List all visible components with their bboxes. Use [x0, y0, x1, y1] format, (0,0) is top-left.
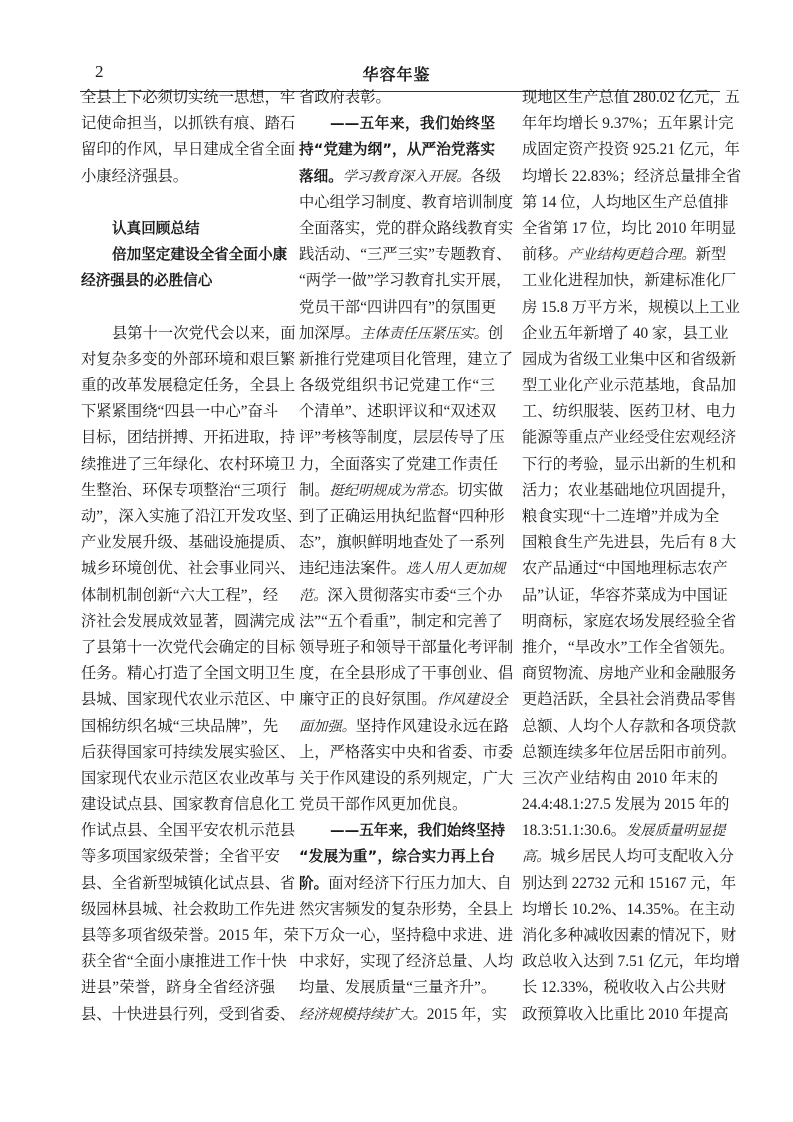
text-line	[81, 190, 275, 216]
text-line: 记使命担当，以抓铁有痕、踏石	[81, 115, 296, 133]
body-text: 城乡居民人均可支配收入分	[550, 848, 734, 866]
text-line: 各级党组织书记党建工作“三	[299, 377, 495, 395]
page-number: 2	[95, 62, 104, 81]
text-line: 长 12.33%，税收收入占公共财	[522, 979, 726, 997]
text-line: 成固定资产投资 925.21 亿元，年	[522, 141, 740, 159]
text-line: 重的改革发展稳定任务，全县上	[81, 377, 296, 395]
text-line: 生整治、环保专项整治“三项行	[81, 481, 287, 499]
text-line: 济社会发展成效显著，圆满完成	[81, 612, 296, 630]
body-text: 深入贯彻落实市委“三个办	[327, 586, 503, 604]
text-line: 任务。精心打造了全国文明卫生	[81, 665, 296, 683]
body-text: 县第十一次党代会以来，面	[112, 324, 296, 342]
emphasis-text: 作风建设全	[436, 692, 508, 709]
text-line: 国家现代农业示范区农业改革与	[81, 769, 296, 787]
text-line: 消化多种减收因素的情况下，财	[522, 927, 737, 944]
text-line	[522, 242, 727, 268]
bold-heading-text: 经济强县的必胜信心	[81, 272, 213, 290]
bold-heading-text: ——五年来，我们始终坚	[330, 115, 495, 133]
text-line: 年年均增长 9.37%；五年累计完	[522, 115, 734, 133]
text-line	[299, 111, 495, 137]
text-line: 法”“五个看重”，制定和完善了	[299, 612, 503, 630]
emphasis-text: 学习教育深入开展。	[342, 168, 471, 185]
text-line: “两学一做”学习教育扎实开展，	[299, 272, 512, 290]
text-line: 三次产业结构由 2010 年末的	[522, 769, 718, 787]
text-line	[299, 792, 495, 818]
text-line	[299, 556, 506, 582]
text-line	[299, 137, 495, 163]
text-line: 作试点县、全国平安农机示范县	[81, 822, 296, 840]
text-line: 获全省“全面小康推进工作十快	[81, 953, 287, 971]
text-line: 党员干部“四讲四有”的氛围更	[299, 298, 497, 316]
text-line: 国棉纺织名城“三块品牌”，先	[81, 717, 279, 735]
text-line	[299, 687, 508, 713]
text-line	[81, 216, 275, 242]
text-line	[299, 844, 495, 870]
text-line: 建设试点县、国家教育信息化工	[81, 796, 296, 814]
text-line	[81, 242, 288, 268]
body-text: 小康经济强县。	[81, 167, 189, 185]
text-line	[299, 164, 502, 190]
text-line: 型工业化产业示范基地，食品加	[522, 377, 737, 395]
text-line: 县、十快进县行列，受到省委、	[81, 1005, 296, 1023]
text-line	[299, 871, 512, 897]
text-line: 下紧紧围绕“四县一中心”奋斗	[81, 403, 279, 421]
body-text: 2015 年，实	[426, 1005, 508, 1023]
column-1	[81, 85, 302, 1028]
text-line: 第 14 位，人均地区生产总值排	[522, 193, 729, 211]
body-text: 新型	[695, 246, 727, 264]
text-line	[299, 321, 504, 347]
text-line: 政预算收入比重比 2010 年提高	[522, 1005, 729, 1023]
text-line: 商贸物流、房地产业和金融服务	[522, 665, 737, 683]
text-line: 县城、国家现代农业示范区、中	[81, 691, 296, 709]
body-text: 面对经济下行压力加大、自	[328, 874, 512, 892]
text-line	[299, 85, 495, 111]
text-line: 到了正确运用执纪监督“四种形	[299, 508, 505, 525]
body-text: 18.3:51.1:30.6。	[522, 822, 627, 840]
emphasis-text: 面加强。	[299, 718, 356, 735]
text-line: 产业发展升级、基础设施提质、	[81, 534, 296, 552]
text-line: 中心组学习制度、教育培训制度	[299, 193, 514, 211]
text-line: 等多项国家级荣誉；全省平安	[81, 848, 280, 866]
text-line: 体制机制创新“六大工程”，经	[81, 586, 279, 604]
text-line: 24.4:48.1:27.5 发展为 2015 年的	[522, 796, 730, 814]
body-text: 党员干部作风更加优良。	[299, 796, 468, 814]
text-line: 践活动、“三严三实”专题教育、	[299, 246, 512, 264]
text-line: 全面落实，党的群众路线教育实	[299, 219, 514, 237]
text-line: 总额连续多年位居岳阳市前列。	[522, 743, 737, 761]
text-line: 总额、人均个人存款和各项贷款	[522, 717, 737, 735]
bold-heading-text: ——五年来，我们始终坚持	[330, 822, 506, 840]
text-line: 领导班子和领导干部量化考评制	[299, 638, 514, 656]
emphasis-text: 经济规模持续扩大。	[299, 1006, 427, 1023]
body-text: 前移。	[522, 246, 568, 264]
text-line: 上，严格落实中央和省委、市委	[299, 743, 514, 761]
text-line	[299, 714, 509, 740]
text-line: 城乡环境创优、社会事业同兴、	[81, 560, 296, 578]
bold-heading-text: 倍加坚定建设全省全面小康	[112, 246, 288, 264]
text-line	[81, 164, 275, 190]
text-line: 园成为省级工业集中区和省级新	[522, 350, 737, 368]
body-text: 制。	[299, 481, 330, 499]
body-text: 创	[487, 324, 504, 342]
text-line: 关于作风建设的系列规定，广大	[299, 769, 514, 787]
emphasis-text: 主体责任压紧压实。	[360, 325, 488, 342]
text-line: 企业五年新增了 40 家，县工业	[522, 324, 729, 342]
text-line: 房 15.8 万平方米，规模以上工业	[522, 298, 740, 316]
text-line: 工、纺织服装、医药卫材、电力	[522, 403, 737, 421]
text-line: 力，全面落实了党建工作责任	[299, 455, 498, 473]
text-line: 粮食实现“十二连增”并成为全	[522, 508, 720, 525]
text-line: 度，在全县形成了干事创业、倡	[299, 665, 514, 683]
text-line: 政总收入达到 7.51 亿元，年均增	[522, 953, 740, 971]
text-line: 全县上下必须切实统一思想，牢	[81, 89, 296, 106]
text-line: 动”，深入实施了沿江开发攻坚、	[81, 508, 302, 525]
text-line: 活力；农业基础地位巩固提升，	[522, 481, 737, 499]
bold-heading-text: 认真回顾总结	[112, 219, 200, 237]
text-line	[81, 295, 275, 321]
text-line: 农产品通过“中国地理标志农产	[522, 560, 728, 578]
text-line: 均增长 22.83%；经济总量排全省	[522, 167, 742, 185]
bold-heading-text: “发展为重”，综合实力再上台	[299, 848, 495, 866]
text-line: 个清单”、述职评议和“双述双	[299, 403, 497, 421]
text-line: 然灾害频发的复杂形势，全县上	[299, 900, 514, 918]
text-line: 工业化进程加快，新建标准化厂	[522, 272, 737, 290]
emphasis-text: 挺纪明规成为常态。	[329, 482, 458, 499]
column-2	[299, 85, 514, 1028]
text-line: 现地区生产总值 280.02 亿元，五	[522, 89, 740, 106]
text-line: 进县”荣誉，跻身全省经济强	[81, 979, 275, 997]
text-line: 均量、发展质量“三量齐升”。	[299, 979, 497, 997]
text-line: 国粮食生产先进县，先后有 8 大	[522, 534, 737, 552]
text-line: 更趋活跃，全县社会消费品零售	[522, 691, 737, 709]
bold-heading-text: 落细。	[299, 167, 343, 185]
text-line	[81, 321, 296, 347]
text-line	[299, 818, 506, 844]
text-line: 下万众一心，坚持稳中求进、进	[299, 927, 514, 944]
body-text: 各级	[470, 167, 502, 185]
emphasis-text: 高。	[522, 849, 551, 866]
text-line: 级园林县城、社会救助工作先进	[81, 900, 296, 918]
text-line	[522, 844, 734, 870]
text-line: 下行的考验，显示出新的生机和	[522, 455, 737, 473]
text-line: 评”考核等制度，层层传导了压	[299, 429, 505, 447]
text-line: 中求好，实现了经济总量、人均	[299, 953, 514, 971]
text-line	[299, 1002, 508, 1028]
text-line: 留印的作风，早日建成全省全面	[81, 141, 296, 159]
text-line: 推介，“旱改水”工作全省领先。	[522, 638, 735, 656]
body-text: 坚持作风建设永远在路	[355, 717, 509, 735]
text-line: 了县第十一次党代会确定的目标	[81, 638, 296, 656]
text-line: 新推行党建项目化管理，建立了	[299, 350, 514, 368]
text-line: 对复杂多变的外部环境和艰巨繁	[81, 350, 296, 368]
emphasis-text: 发展质量明显提	[626, 823, 726, 840]
text-line: 全省第 17 位，均比 2010 年明显	[522, 219, 737, 237]
text-line	[299, 583, 503, 609]
text-line: 续推进了三年绿化、农村环境卫	[81, 455, 296, 473]
body-text: 加深厚。	[299, 324, 361, 342]
text-line: 别达到 22732 元和 15167 元，年	[522, 874, 737, 892]
body-text: 省政府表彰。	[299, 89, 391, 106]
text-line	[522, 818, 726, 844]
emphasis-text: 选人用人更加规	[406, 561, 506, 578]
emphasis-text: 范。	[299, 587, 328, 604]
bold-heading-text: 持“党建为纲”，从严治党落实	[299, 141, 495, 159]
text-line	[299, 478, 504, 504]
column-3	[522, 85, 742, 1028]
text-line: 目标，团结拼搏、开拓进取，持	[81, 429, 296, 447]
text-line: 态”，旗帜鲜明地查处了一系列	[299, 534, 505, 552]
text-line: 后获得国家可持续发展实验区、	[81, 743, 296, 761]
body-text: 切实做	[457, 481, 504, 499]
text-line: 明商标，家庭农场发展经验全省	[522, 612, 737, 630]
body-text: 廉守正的良好氛围。	[299, 691, 437, 709]
text-line	[81, 268, 275, 294]
text-line: 品”认证，华容芥菜成为中国证	[522, 586, 728, 604]
text-line: 能源等重点产业经受住宏观经济	[522, 429, 737, 447]
body-text: 违纪违法案件。	[299, 560, 407, 578]
text-line: 县、全省新型城镇化试点县、省	[81, 874, 296, 892]
emphasis-text: 产业结构更趋合理。	[567, 247, 696, 264]
running-title: 华容年鉴	[362, 65, 431, 84]
text-line: 均增长 10.2%、14.35%。在主动	[522, 900, 735, 918]
text-line: 县等多项省级荣誉。2015 年，荣	[81, 927, 299, 944]
bold-heading-text: 阶。	[299, 874, 329, 892]
